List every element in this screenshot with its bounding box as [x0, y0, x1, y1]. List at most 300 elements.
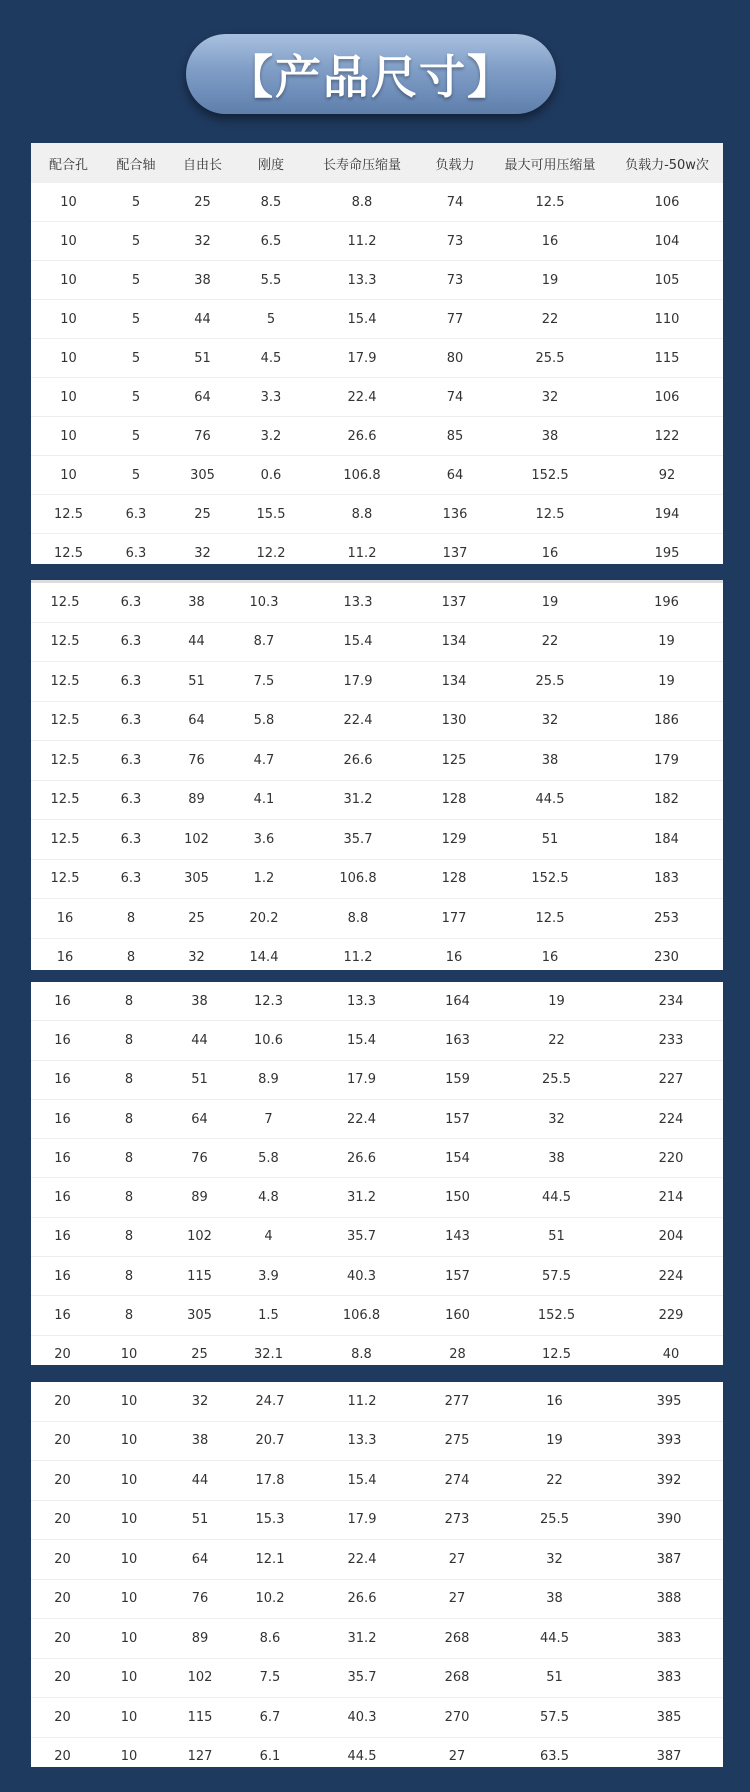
- table-row: [31, 820, 723, 860]
- cell-stiffness: 20.7: [236, 1421, 304, 1461]
- table-row: [31, 1178, 723, 1217]
- cell-shaft: 6.3: [99, 662, 163, 702]
- col-header-stiffness: 刚度: [239, 143, 303, 183]
- cell-shaft: 6.3: [99, 622, 163, 662]
- cell-load: 270: [420, 1698, 494, 1738]
- cell-free-length: 32: [188, 950, 205, 966]
- cell-max-compression: 32: [489, 378, 611, 417]
- cell-free-length: 51: [164, 1500, 236, 1540]
- cell-free-length: 102: [164, 1217, 235, 1256]
- cell-max-compression: 51: [490, 820, 610, 860]
- cell-long-life-compression: 11.2: [304, 1382, 420, 1421]
- cell-load: 80: [421, 339, 489, 378]
- cell-hole: 10: [31, 339, 106, 378]
- cell-stiffness: 6.7: [236, 1698, 304, 1738]
- cell-max-compression: 51: [494, 1217, 619, 1256]
- cell-load-500k: 234: [619, 982, 723, 1021]
- cell-long-life-compression: 26.6: [303, 417, 421, 456]
- cell-hole: 20: [54, 1749, 71, 1765]
- table-row: [31, 780, 723, 820]
- cell-shaft: 5: [106, 339, 166, 378]
- cell-hole: 16: [31, 1257, 94, 1296]
- cell-load: 134: [418, 662, 490, 702]
- table-row: [31, 1658, 723, 1698]
- cell-stiffness: 10.2: [236, 1579, 304, 1619]
- cell-shaft: 10: [94, 1698, 164, 1738]
- cell-load: 64: [421, 456, 489, 495]
- col-header-max-compression: 最大可用压缩量: [489, 143, 611, 183]
- cell-load: 74: [421, 183, 489, 222]
- cell-load: 274: [420, 1461, 494, 1501]
- cell-free-length: 76: [163, 741, 230, 781]
- cell-load-500k: 224: [619, 1257, 723, 1296]
- cell-load-500k: 194: [611, 495, 723, 534]
- cell-free-length: 25: [163, 899, 230, 939]
- cell-shaft: 5: [106, 261, 166, 300]
- cell-load: 128: [418, 780, 490, 820]
- cell-long-life-compression: 8.8: [351, 1347, 372, 1363]
- cell-max-compression: 19: [489, 261, 611, 300]
- cell-shaft: 5: [106, 417, 166, 456]
- cell-long-life-compression: 106.8: [303, 456, 421, 495]
- cell-load: 85: [421, 417, 489, 456]
- cell-long-life-compression: 40.3: [302, 1257, 421, 1296]
- cell-shaft: 10: [94, 1461, 164, 1501]
- table-row: [31, 1139, 723, 1178]
- table-row: [31, 1296, 723, 1335]
- cell-shaft: 8: [94, 982, 164, 1021]
- cell-hole: 10: [31, 261, 106, 300]
- cell-long-life-compression: 22.4: [303, 378, 421, 417]
- cell-long-life-compression: 22.4: [298, 701, 418, 741]
- cell-hole: 10: [31, 183, 106, 222]
- table-row: [31, 741, 723, 781]
- cell-shaft: 8: [94, 1021, 164, 1060]
- cell-load-500k: 390: [615, 1500, 723, 1540]
- cell-hole: 12.5: [31, 859, 99, 899]
- cell-stiffness: 20.2: [230, 899, 298, 939]
- spec-table-3: [31, 982, 723, 1365]
- cell-free-length: 115: [164, 1698, 236, 1738]
- cell-shaft: 5: [106, 222, 166, 261]
- cell-load-500k: 104: [611, 222, 723, 261]
- cell-max-compression: 57.5: [494, 1698, 615, 1738]
- table-row: [31, 899, 723, 939]
- cell-max-compression: 44.5: [494, 1619, 615, 1659]
- table-row: [31, 701, 723, 741]
- cell-shaft: 8: [94, 1060, 164, 1099]
- table-row: [31, 938, 723, 970]
- table-row: [31, 495, 723, 534]
- cell-max-compression: 32: [494, 1099, 619, 1138]
- cell-max-compression: 38: [494, 1579, 615, 1619]
- cell-load-500k: 230: [654, 950, 679, 966]
- cell-hole: 12.5: [31, 820, 99, 860]
- cell-max-compression: 152.5: [489, 456, 611, 495]
- cell-hole: 20: [31, 1461, 94, 1501]
- cell-load-500k: 214: [619, 1178, 723, 1217]
- col-header-long-life-compression: 长寿命压缩量: [303, 143, 421, 183]
- cell-load-500k: 204: [619, 1217, 723, 1256]
- cell-free-length: 32: [194, 545, 211, 561]
- cell-load-500k: 395: [615, 1382, 723, 1421]
- cell-load: 160: [421, 1296, 494, 1335]
- cell-load: 27: [420, 1540, 494, 1580]
- table-row: [31, 662, 723, 702]
- cell-load-500k: 19: [610, 622, 723, 662]
- cell-hole: 12.5: [31, 780, 99, 820]
- cell-shaft: 5: [106, 378, 166, 417]
- cell-load-500k: 106: [611, 378, 723, 417]
- cell-stiffness: 1.5: [235, 1296, 302, 1335]
- cell-hole: 20: [31, 1579, 94, 1619]
- cell-shaft: 6.3: [99, 741, 163, 781]
- cell-stiffness: 4.7: [230, 741, 298, 781]
- cell-stiffness: 12.1: [236, 1540, 304, 1580]
- cell-load: 157: [421, 1257, 494, 1296]
- cell-stiffness: 10.3: [230, 583, 298, 622]
- cell-stiffness: 7: [235, 1099, 302, 1138]
- cell-stiffness: 8.9: [235, 1060, 302, 1099]
- cell-long-life-compression: 15.4: [298, 622, 418, 662]
- cell-shaft: 6.3: [99, 820, 163, 860]
- cell-load: 128: [418, 859, 490, 899]
- cell-long-life-compression: 15.4: [302, 1021, 421, 1060]
- cell-hole: 12.5: [31, 622, 99, 662]
- cell-load: 136: [421, 495, 489, 534]
- cell-max-compression: 38: [494, 1139, 619, 1178]
- cell-stiffness: 15.3: [236, 1500, 304, 1540]
- cell-long-life-compression: 17.9: [304, 1500, 420, 1540]
- cell-load-500k: 40: [662, 1347, 680, 1363]
- table-row: [31, 1060, 723, 1099]
- cell-shaft: 6.3: [99, 583, 163, 622]
- cell-hole: 20: [31, 1698, 94, 1738]
- cell-free-length: 305: [164, 1296, 235, 1335]
- cell-max-compression: 16: [494, 1382, 615, 1421]
- cell-load: 28: [449, 1347, 466, 1363]
- cell-max-compression: 12.5: [490, 899, 610, 939]
- table-row: [31, 417, 723, 456]
- table-row: [31, 1382, 723, 1421]
- col-header-free-length: 自由长: [166, 143, 239, 183]
- cell-free-length: 51: [164, 1060, 235, 1099]
- table-row: [31, 1257, 723, 1296]
- table-row: [31, 1335, 723, 1365]
- table-row: [31, 339, 723, 378]
- cell-hole: 16: [31, 899, 99, 939]
- cell-shaft: 8: [94, 1296, 164, 1335]
- cell-load-500k: 229: [619, 1296, 723, 1335]
- cell-max-compression: 19: [490, 583, 610, 622]
- cell-load-500k: 196: [610, 583, 723, 622]
- cell-free-length: 64: [163, 701, 230, 741]
- cell-long-life-compression: 26.6: [302, 1139, 421, 1178]
- cell-long-life-compression: 106.8: [298, 859, 418, 899]
- cell-max-compression: 22: [490, 622, 610, 662]
- cell-hole: 20: [31, 1658, 94, 1698]
- table-header-row: [31, 143, 723, 183]
- table-row: [31, 1500, 723, 1540]
- cell-max-compression: 32: [494, 1540, 615, 1580]
- cell-max-compression: 22: [489, 300, 611, 339]
- cell-load-500k: 227: [619, 1060, 723, 1099]
- cell-hole: 16: [31, 982, 94, 1021]
- cell-load: 27: [448, 1749, 466, 1765]
- cell-stiffness: 5: [239, 300, 303, 339]
- cell-stiffness: 3.2: [239, 417, 303, 456]
- spec-table-2: [31, 580, 723, 970]
- cell-hole: 16: [56, 950, 74, 966]
- cell-hole: 16: [31, 1217, 94, 1256]
- cell-max-compression: 38: [489, 417, 611, 456]
- cell-long-life-compression: 8.8: [303, 183, 421, 222]
- cell-shaft: 8: [126, 950, 136, 966]
- cell-free-length: 32: [164, 1382, 236, 1421]
- cell-load-500k: 387: [615, 1540, 723, 1580]
- cell-shaft: 8: [94, 1217, 164, 1256]
- cell-free-length: 102: [164, 1658, 236, 1698]
- cell-shaft: 8: [94, 1178, 164, 1217]
- cell-free-length: 38: [164, 982, 235, 1021]
- cell-long-life-compression: 31.2: [298, 780, 418, 820]
- cell-shaft: 6.3: [125, 545, 147, 561]
- col-header-shaft: 配合轴: [106, 143, 166, 183]
- table-row: [31, 622, 723, 662]
- spec-table-4: [31, 1382, 723, 1767]
- col-header-load-500k: 负载力-50w次: [611, 143, 723, 183]
- cell-max-compression: 152.5: [494, 1296, 619, 1335]
- cell-max-compression: 44.5: [494, 1178, 619, 1217]
- cell-load-500k: 183: [610, 859, 723, 899]
- cell-max-compression: 25.5: [490, 662, 610, 702]
- table-row: [31, 1737, 723, 1767]
- cell-shaft: 5: [106, 456, 166, 495]
- cell-shaft: 10: [94, 1382, 164, 1421]
- cell-hole: 16: [31, 1021, 94, 1060]
- cell-long-life-compression: 31.2: [302, 1178, 421, 1217]
- cell-stiffness: 5.8: [235, 1139, 302, 1178]
- cell-shaft: 8: [94, 1139, 164, 1178]
- cell-max-compression: 16: [541, 545, 559, 561]
- cell-load: 177: [418, 899, 490, 939]
- cell-max-compression: 22: [494, 1461, 615, 1501]
- cell-load: 143: [421, 1217, 494, 1256]
- cell-free-length: 25: [166, 495, 239, 534]
- cell-stiffness: 5.8: [230, 701, 298, 741]
- cell-free-length: 44: [164, 1461, 236, 1501]
- cell-hole: 10: [31, 417, 106, 456]
- cell-long-life-compression: 17.9: [302, 1060, 421, 1099]
- cell-hole: 12.5: [31, 495, 106, 534]
- cell-max-compression: 16: [489, 222, 611, 261]
- cell-load: 159: [421, 1060, 494, 1099]
- cell-hole: 10: [31, 456, 106, 495]
- cell-long-life-compression: 11.2: [343, 950, 373, 966]
- cell-free-length: 89: [164, 1178, 235, 1217]
- cell-max-compression: 25.5: [489, 339, 611, 378]
- cell-load-500k: 387: [656, 1749, 682, 1765]
- cell-hole: 20: [31, 1382, 94, 1421]
- cell-max-compression: 12.5: [542, 1347, 571, 1363]
- cell-stiffness: 24.7: [236, 1382, 304, 1421]
- cell-free-length: 76: [166, 417, 239, 456]
- cell-long-life-compression: 15.4: [303, 300, 421, 339]
- cell-load-500k: 233: [619, 1021, 723, 1060]
- cell-stiffness: 5.5: [239, 261, 303, 300]
- cell-load: 163: [421, 1021, 494, 1060]
- table-row: [31, 1540, 723, 1580]
- cell-max-compression: 44.5: [490, 780, 610, 820]
- cell-load: 77: [421, 300, 489, 339]
- cell-max-compression: 32: [490, 701, 610, 741]
- table-row: [31, 1217, 723, 1256]
- cell-shaft: 10: [94, 1540, 164, 1580]
- cell-hole: 16: [31, 1178, 94, 1217]
- cell-stiffness: 7.5: [236, 1658, 304, 1698]
- cell-max-compression: 22: [494, 1021, 619, 1060]
- cell-load-500k: 388: [615, 1579, 723, 1619]
- cell-long-life-compression: 13.3: [298, 583, 418, 622]
- cell-load: 129: [418, 820, 490, 860]
- cell-load-500k: 110: [611, 300, 723, 339]
- cell-load: 157: [421, 1099, 494, 1138]
- cell-stiffness: 10.6: [235, 1021, 302, 1060]
- cell-load: 150: [421, 1178, 494, 1217]
- cell-free-length: 305: [166, 456, 239, 495]
- cell-long-life-compression: 11.2: [347, 545, 377, 561]
- cell-shaft: 8: [94, 1099, 164, 1138]
- cell-free-length: 102: [163, 820, 230, 860]
- cell-hole: 12.5: [31, 701, 99, 741]
- table-row: [31, 1461, 723, 1501]
- cell-shaft: 6.3: [99, 701, 163, 741]
- table-row: [31, 183, 723, 222]
- cell-free-length: 305: [163, 859, 230, 899]
- cell-hole: 10: [31, 378, 106, 417]
- table-row: [31, 1021, 723, 1060]
- cell-stiffness: 14.4: [249, 950, 279, 966]
- table-row: [31, 456, 723, 495]
- cell-stiffness: 15.5: [239, 495, 303, 534]
- cell-max-compression: 63.5: [540, 1749, 569, 1765]
- cell-free-length: 44: [166, 300, 239, 339]
- cell-free-length: 127: [187, 1749, 213, 1765]
- table-row: [31, 378, 723, 417]
- cell-load: 268: [420, 1619, 494, 1659]
- cell-load-500k: 115: [611, 339, 723, 378]
- cell-load-500k: 224: [619, 1099, 723, 1138]
- cell-load-500k: 383: [615, 1658, 723, 1698]
- table-row: [31, 859, 723, 899]
- cell-hole: 20: [54, 1347, 71, 1363]
- cell-load-500k: 179: [610, 741, 723, 781]
- cell-stiffness: 4.5: [239, 339, 303, 378]
- cell-long-life-compression: 22.4: [304, 1540, 420, 1580]
- cell-hole: 12.5: [31, 662, 99, 702]
- cell-stiffness: 8.7: [230, 622, 298, 662]
- cell-hole: 10: [31, 222, 106, 261]
- cell-free-length: 25: [166, 183, 239, 222]
- cell-load-500k: 253: [610, 899, 723, 939]
- cell-max-compression: 25.5: [494, 1060, 619, 1099]
- cell-max-compression: 19: [494, 1421, 615, 1461]
- cell-load-500k: 383: [615, 1619, 723, 1659]
- cell-load: 130: [418, 701, 490, 741]
- cell-hole: 10: [31, 300, 106, 339]
- cell-free-length: 64: [164, 1099, 235, 1138]
- cell-hole: 20: [31, 1500, 94, 1540]
- cell-shaft: 10: [120, 1749, 138, 1765]
- table-row: [31, 222, 723, 261]
- cell-max-compression: 152.5: [490, 859, 610, 899]
- cell-long-life-compression: 26.6: [304, 1579, 420, 1619]
- table-row: [31, 583, 723, 622]
- cell-stiffness: 7.5: [230, 662, 298, 702]
- cell-long-life-compression: 8.8: [298, 899, 418, 939]
- cell-max-compression: 12.5: [489, 183, 611, 222]
- cell-load: 27: [420, 1579, 494, 1619]
- cell-hole: 16: [31, 1139, 94, 1178]
- cell-free-length: 76: [164, 1579, 236, 1619]
- cell-max-compression: 51: [494, 1658, 615, 1698]
- cell-shaft: 5: [106, 300, 166, 339]
- page-title: 【产品尺寸】: [186, 34, 556, 114]
- cell-load: 16: [445, 950, 463, 966]
- cell-load-500k: 122: [611, 417, 723, 456]
- cell-free-length: 89: [163, 780, 230, 820]
- cell-free-length: 89: [164, 1619, 236, 1659]
- cell-long-life-compression: 17.9: [303, 339, 421, 378]
- cell-max-compression: 25.5: [494, 1500, 615, 1540]
- cell-long-life-compression: 17.9: [298, 662, 418, 702]
- cell-hole: 16: [31, 1099, 94, 1138]
- cell-free-length: 32: [166, 222, 239, 261]
- cell-load-500k: 92: [611, 456, 723, 495]
- cell-shaft: 10: [94, 1421, 164, 1461]
- cell-long-life-compression: 22.4: [302, 1099, 421, 1138]
- cell-load-500k: 186: [610, 701, 723, 741]
- cell-free-length: 38: [164, 1421, 236, 1461]
- cell-free-length: 64: [164, 1540, 236, 1580]
- cell-load: 275: [420, 1421, 494, 1461]
- col-header-hole: 配合孔: [31, 143, 106, 183]
- cell-long-life-compression: 26.6: [298, 741, 418, 781]
- cell-stiffness: 12.2: [256, 545, 286, 561]
- table-row: [31, 1698, 723, 1738]
- cell-long-life-compression: 44.5: [347, 1749, 377, 1765]
- cell-long-life-compression: 11.2: [303, 222, 421, 261]
- table-row: [31, 534, 723, 565]
- cell-load: 164: [421, 982, 494, 1021]
- cell-load-500k: 182: [610, 780, 723, 820]
- cell-shaft: 6.3: [99, 780, 163, 820]
- table-row: [31, 300, 723, 339]
- cell-hole: 12.5: [54, 545, 83, 561]
- cell-shaft: 10: [94, 1579, 164, 1619]
- cell-load: 134: [418, 622, 490, 662]
- cell-stiffness: 8.5: [239, 183, 303, 222]
- cell-hole: 12.5: [31, 583, 99, 622]
- cell-max-compression: 19: [494, 982, 619, 1021]
- cell-max-compression: 16: [541, 950, 559, 966]
- cell-hole: 12.5: [31, 741, 99, 781]
- cell-load: 74: [421, 378, 489, 417]
- cell-long-life-compression: 106.8: [302, 1296, 421, 1335]
- cell-long-life-compression: 13.3: [304, 1421, 420, 1461]
- cell-stiffness: 6.5: [239, 222, 303, 261]
- cell-free-length: 44: [164, 1021, 235, 1060]
